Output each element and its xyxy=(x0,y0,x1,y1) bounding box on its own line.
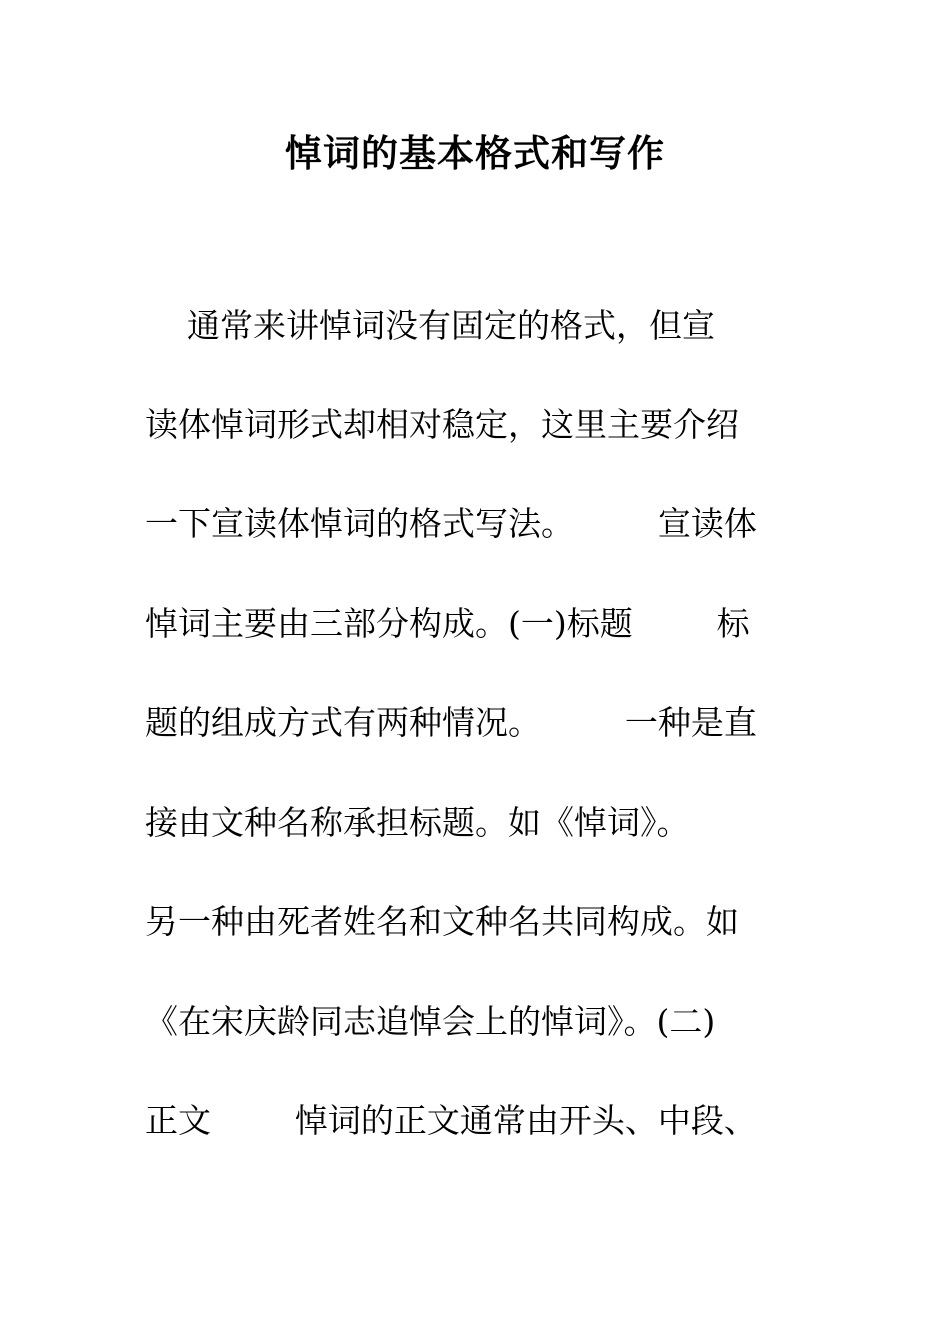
body-text-line: 通常来讲悼词没有固定的格式，但宣 xyxy=(145,306,715,345)
body-text-line: 接由文种名称承担标题。如《悼词》。 xyxy=(145,803,690,842)
body-text-line: 读体悼词形式却相对稳定，这里主要介绍 xyxy=(145,405,739,444)
body-text-line: 悼词主要由三部分构成。(一)标题 标 xyxy=(145,604,750,643)
body-text-line: 一下宣读体悼词的格式写法。 宣读体 xyxy=(145,504,757,543)
body-text-line: 题的组成方式有两种情况。 一种是直 xyxy=(145,703,757,742)
body-text-line: 另一种由死者姓名和文种名共同构成。如 xyxy=(145,902,739,941)
document-title: 悼词的基本格式和写作 xyxy=(285,131,665,175)
body-text-line: 正文 悼词的正文通常由开头、中段、 xyxy=(145,1101,757,1140)
body-text-line: 《在宋庆龄同志追悼会上的悼词》。(二) xyxy=(145,1002,716,1041)
